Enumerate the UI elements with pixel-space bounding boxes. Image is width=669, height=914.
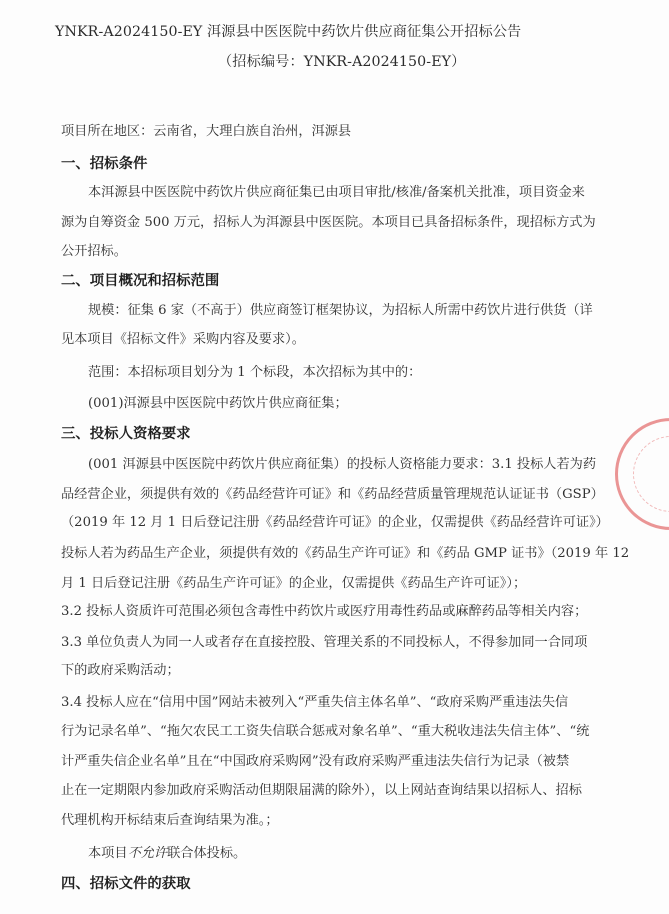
consortium-prefix: 本项目 [88,846,128,861]
section-heading-document-acquisition: 四、招标文件的获取 [61,876,191,892]
paragraph-line: 月 1 日后登记注册《药品生产许可证》的企业，仅需提供《药品生产许可证》）； [61,576,527,591]
paragraph-line: 公开招标。 [61,244,127,259]
paragraph-line: 计严重失信企业名单”且在“中国政府采购网”没有政府采购严重违法失信行为记录（被禁 [61,754,570,769]
paragraph-line: 3.3 单位负责人为同一人或者存在直接控股、管理关系的不同投标人，不得参加同一合同项 [61,635,588,650]
paragraph-line: 行为记录名单”、“拖欠农民工工资失信联合惩戒对象名单”、“重大税收违法失信主体”、“统 [61,724,590,739]
document-title: YNKR-A2024150-EY 洱源县中医医院中药饮片供应商征集公开招标公告 [55,24,522,40]
paragraph-line: 范围：本招标项目划分为 1 个标段，本次招标为其中的： [88,365,422,380]
paragraph-line: 规模：征集 6 家（不高于）供应商签订框架协议，为招标人所需中药饮片进行供货（详 [88,303,593,318]
paragraph-line: 源为自筹资金 500 万元，招标人为洱源县中医医院。本项目已具备招标条件，现招标方式为 [61,215,596,230]
paragraph-line: 代理机构开标结束后查询结果为准。； [61,813,279,828]
paragraph-line: 品经营企业，须提供有效的《药品经营许可证》和《药品经营质量管理规范认证证书（GSP） [61,487,604,502]
paragraph-line: （2019 年 12 月 1 日后登记注册《药品经营许可证》的企业，仅需提供《药品经营许可证》） [61,515,609,530]
paragraph-line: 见本项目《招标文件》采购内容及要求）。 [61,332,305,347]
section-heading-tender-conditions: 一、招标条件 [61,156,148,172]
consortium-statement [88,845,246,863]
paragraph-line: 止在一定期限内参加政府采购活动但期限届满的除外），以上网站查询结果以招标人、招标 [61,783,582,798]
paragraph-line: 3.4 投标人应在“信用中国”网站未被列入“严重失信主体名单”、“政府采购严重违法失信 [61,695,569,710]
paragraph-line: (001)洱源县中医医院中药饮片供应商征集； [88,396,348,411]
consortium-emphasis: 不允许 [127,846,168,861]
paragraph-line: 本洱源县中医医院中药饮片供应商征集已由项目审批/核准/备案机关批准，项目资金来 [88,185,585,200]
section-heading-bidder-qualifications: 三、投标人资格要求 [61,426,191,442]
paragraph-line: 3.2 投标人资质许可范围必须包含毒性中药饮片或医疗用毒性药品或麻醉药品等相关内容； [61,604,588,619]
paragraph-line: 投标人若为药品生产企业，须提供有效的《药品生产许可证》和《药品 GMP 证书》（2019 年 12 [61,546,630,561]
project-location: 项目所在地区：云南省，大理白族自治州，洱源县 [61,124,352,139]
tender-number: （招标编号：YNKR-A2024150-EY） [218,54,466,70]
section-heading-project-overview: 二、项目概况和招标范围 [61,273,220,289]
consortium-suffix: 联合体投标。 [167,846,247,861]
paragraph-line: (001 洱源县中医医院中药饮片供应商征集）的投标人资格能力要求：3.1 投标人若为药 [88,457,597,472]
paragraph-line: 下的政府采购活动； [61,663,180,678]
